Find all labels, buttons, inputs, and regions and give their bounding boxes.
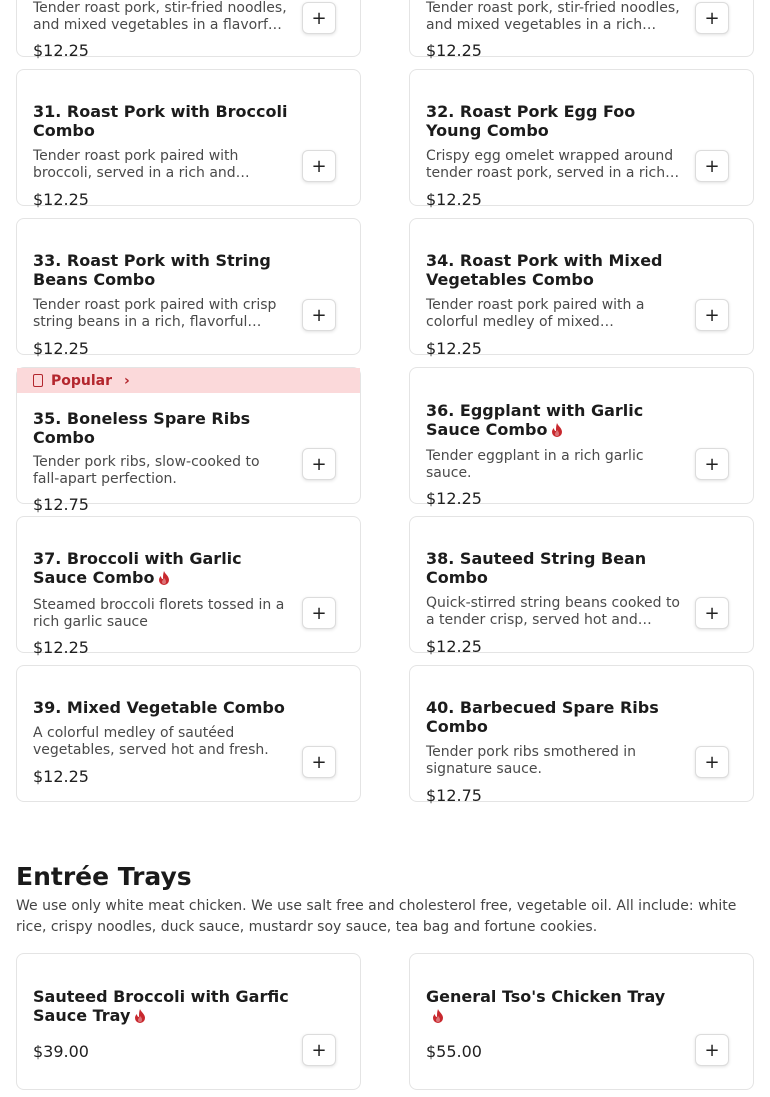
- item-description: Tender roast pork paired with broccoli, served in a rich and…: [33, 148, 250, 181]
- menu-item-card[interactable]: [16, 367, 361, 514]
- spicy-icon: [158, 571, 170, 585]
- item-description: Tender roast pork, stir-fried noodles, and mixed vegetables in a rich…: [426, 0, 680, 33]
- item-title-text: 36. Eggplant with Garlic Sauce Combo: [426, 401, 644, 439]
- item-description: Tender pork ribs, slow-cooked to fall-apart perfection.: [33, 454, 260, 487]
- add-to-cart-button[interactable]: +: [302, 746, 336, 778]
- item-price: $12.75: [33, 495, 89, 514]
- item-price: $12.25: [33, 41, 89, 60]
- add-to-cart-button[interactable]: +: [695, 746, 729, 778]
- item-title: 31. Roast Pork with Broccoli Combo: [33, 102, 288, 140]
- item-price: $12.25: [426, 489, 482, 508]
- menu-item-card[interactable]: [409, 218, 754, 358]
- item-price: $12.25: [33, 339, 89, 358]
- item-description: Tender roast pork paired with crisp string beans in a rich, flavorful…: [33, 297, 277, 330]
- item-title: [426, 401, 688, 439]
- item-description: Quick-stirred string beans cooked to a tender crisp, served hot and…: [426, 595, 680, 628]
- add-to-cart-button[interactable]: +: [695, 150, 729, 182]
- item-title: [33, 987, 295, 1025]
- menu-item-card[interactable]: [16, 218, 361, 358]
- add-to-cart-button[interactable]: +: [695, 299, 729, 331]
- add-to-cart-button[interactable]: +: [302, 150, 336, 182]
- item-title-text: General Tso's Chicken Tray: [426, 987, 666, 1006]
- item-description: Tender eggplant in a rich garlic sauce.: [426, 448, 644, 481]
- item-description: Tender roast pork, stir-fried noodles, and mixed vegetables in a flavorf…: [33, 0, 287, 33]
- item-price: $12.25: [426, 339, 482, 358]
- item-description: Crispy egg omelet wrapped around tender roast pork, served in a rich…: [426, 148, 680, 181]
- item-description: Tender pork ribs smothered in signature sauce.: [426, 744, 637, 777]
- add-to-cart-button[interactable]: +: [695, 1034, 729, 1066]
- spicy-icon: [432, 1009, 444, 1023]
- add-to-cart-button[interactable]: +: [695, 2, 729, 34]
- item-title-text: Sauteed Broccoli with Garfic Sauce Tray: [33, 987, 289, 1025]
- item-title: 34. Roast Pork with Mixed Vegetables Combo: [426, 251, 663, 289]
- add-to-cart-button[interactable]: +: [302, 448, 336, 480]
- item-title: [33, 549, 295, 587]
- item-title: 38. Sauteed String Bean Combo: [426, 549, 647, 587]
- item-price: $12.75: [426, 786, 482, 805]
- item-price: $12.25: [426, 41, 482, 60]
- item-description: Tender roast pork paired with a colorful medley of mixed…: [426, 297, 645, 330]
- add-to-cart-button[interactable]: +: [302, 299, 336, 331]
- tray-item-card[interactable]: [16, 953, 361, 1090]
- item-price: $12.25: [426, 637, 482, 656]
- chevron-right-icon: ›: [124, 372, 130, 389]
- item-title: 39. Mixed Vegetable Combo: [33, 698, 285, 717]
- menu-item-card[interactable]: [16, 516, 361, 657]
- menu-item-card[interactable]: [409, 516, 754, 656]
- item-price: $12.25: [33, 638, 89, 657]
- item-title: 35. Boneless Spare Ribs Combo: [33, 409, 251, 447]
- item-title: 32. Roast Pork Egg Foo Young Combo: [426, 102, 636, 140]
- add-to-cart-button[interactable]: +: [302, 2, 336, 34]
- item-title: 33. Roast Pork with String Beans Combo: [33, 251, 271, 289]
- section-description: We use only white meat chicken. We use salt free and cholesterol free, vegetable oil. All include: white rice, crispy noodles, duck sauce, mustardr soy sauce, tea bag and fortune cookies.: [16, 898, 737, 935]
- add-to-cart-button[interactable]: +: [302, 597, 336, 629]
- item-price: $55.00: [426, 1042, 482, 1061]
- item-description: Steamed broccoli florets tossed in a rich garlic sauce: [33, 597, 285, 630]
- popular-badge[interactable]: [17, 368, 360, 393]
- fire-icon: [33, 374, 43, 387]
- add-to-cart-button[interactable]: +: [302, 1034, 336, 1066]
- tray-item-card[interactable]: [409, 953, 754, 1090]
- spicy-icon: [551, 423, 563, 437]
- menu-item-card[interactable]: [409, 367, 754, 508]
- item-title: 40. Barbecued Spare Ribs Combo: [426, 698, 659, 736]
- popular-label: Popular: [51, 372, 113, 389]
- item-price: $12.25: [426, 190, 482, 209]
- item-description: A colorful medley of sautéed vegetables, served hot and fresh.: [33, 725, 269, 758]
- menu-item-card[interactable]: [16, 0, 361, 60]
- item-price: $12.25: [33, 767, 89, 786]
- menu-item-card[interactable]: [409, 665, 754, 805]
- menu-item-card[interactable]: [409, 0, 754, 60]
- section-title: Entrée Trays: [16, 862, 192, 891]
- item-title-text: 37. Broccoli with Garlic Sauce Combo: [33, 549, 242, 587]
- menu-item-card[interactable]: [409, 69, 754, 209]
- item-price: $39.00: [33, 1042, 89, 1061]
- item-title: [426, 987, 688, 1025]
- add-to-cart-button[interactable]: +: [695, 597, 729, 629]
- item-price: $12.25: [33, 190, 89, 209]
- add-to-cart-button[interactable]: +: [695, 448, 729, 480]
- spicy-icon: [134, 1009, 146, 1023]
- menu-item-card[interactable]: [16, 665, 361, 802]
- menu-item-card[interactable]: [16, 69, 361, 209]
